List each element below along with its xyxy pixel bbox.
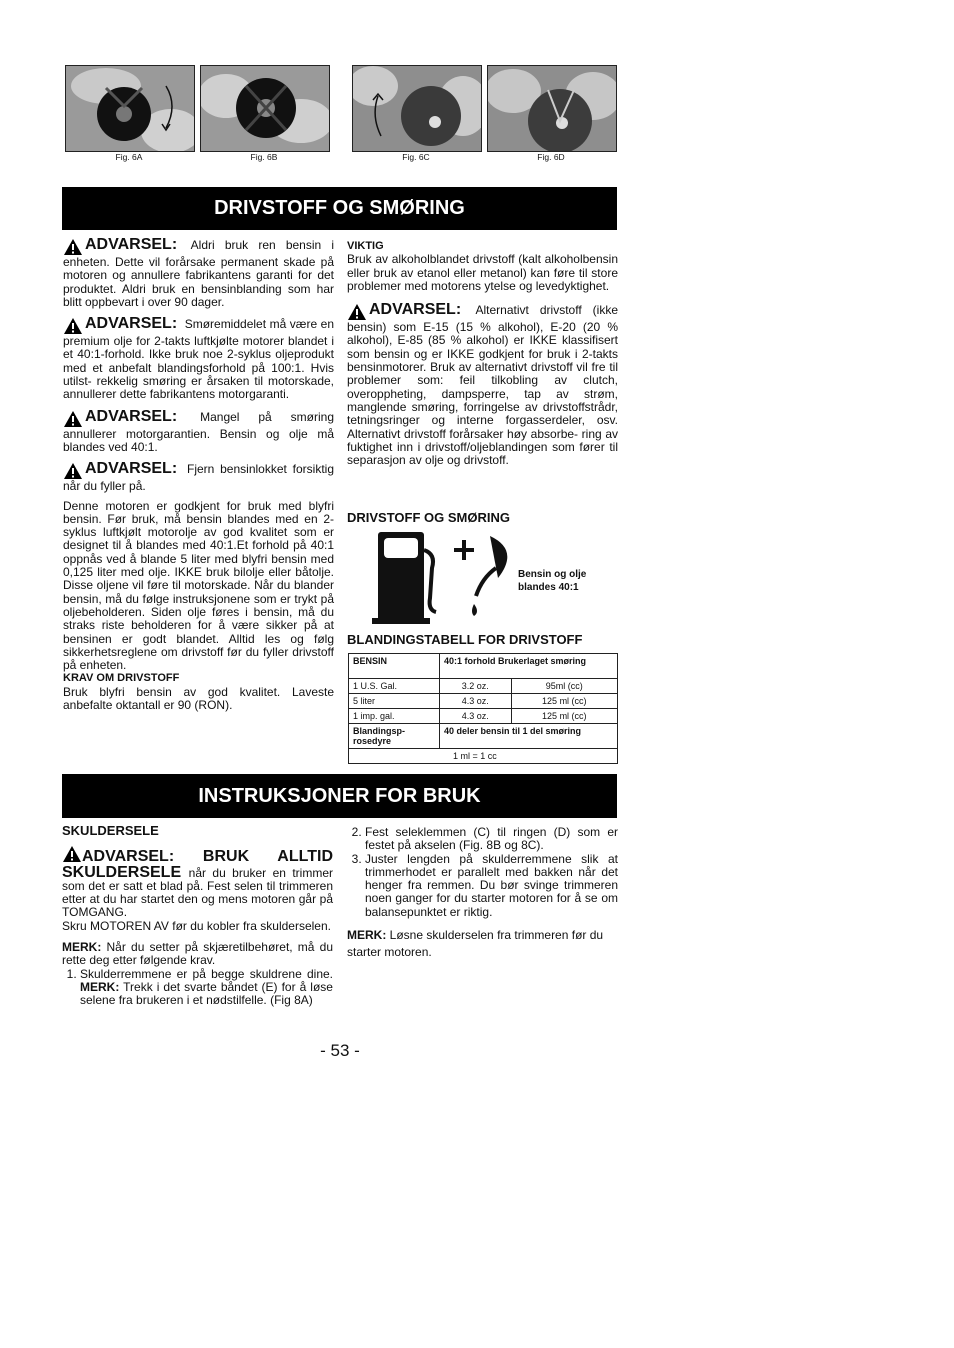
table-cell: 4.3 oz.: [440, 709, 512, 724]
harness-warning-title: ADVARSEL: BRUK ALLTID SKULDERSELE: [62, 848, 333, 880]
fuel-mix-diagram: [370, 528, 520, 624]
section-title-instruksjoner: INSTRUKSJONER FOR BRUK: [62, 774, 617, 818]
warning-alt-fuel: ADVARSEL: Alternativt drivstoff (ikke bensin) som E-15 (15 % alkohol), E-20 (20 % alkohol), E-85 (85 % alkohol) er IKKE klassifisert som bensin og er IKKE godkjent for bruk i 2-takts bensinmotorer. Bruk av alternativt drivstoff vil fre til problemer som: feil tilkobling av clutch, overoppheting, dampsperre, tap av strøm, manglende smøring, forringelse av drivstoffstrådr, tetningsringer og interne forgasserdeler, osv. Alternativt drivstoff forårsaker høy absorbe- ring av fuktighet inn i drivstoff/oljeblandingen som fører til separasjon av olje og drivstoff.: [347, 301, 618, 468]
table-row: [349, 749, 618, 764]
warning-icon: [63, 317, 83, 335]
figure-6d: [487, 65, 617, 152]
table-cell: 1 imp. gal.: [349, 709, 440, 724]
table-row: [349, 709, 618, 724]
page-number: - 53 -: [320, 1041, 360, 1060]
instructions-left-column: [62, 824, 333, 1008]
diagram-label: Bensin og olje blandes 40:1: [518, 569, 587, 593]
table-cell: 125 ml (cc): [511, 709, 617, 724]
skuldersele-heading: SKULDERSELE: [62, 823, 159, 838]
steps-list-1: [62, 968, 333, 1008]
table-cell: 3.2 oz.: [440, 679, 512, 694]
left-column: [63, 238, 334, 712]
table-header-cell: 40:1 forhold Brukerlaget smøring: [440, 654, 618, 679]
krav-text: Bruk blyfri bensin av god kvalitet. Laveste anbefalte oktantall er 90 (RON).: [63, 684, 334, 713]
warning-label: ADVARSEL:: [63, 462, 177, 480]
table-cell: 5 liter: [349, 694, 440, 709]
table-row: [349, 724, 618, 749]
warning-icon: [63, 410, 83, 428]
table-footnote: 1 ml = 1 cc: [349, 749, 618, 764]
figure-6b: [200, 65, 330, 152]
table-cell: 40 deler bensin til 1 del smøring: [440, 724, 618, 749]
table-heading: BLANDINGSTABELL FOR DRIVSTOFF: [347, 632, 583, 647]
warning-icon: [347, 303, 367, 321]
viktig-heading: VIKTIG: [347, 240, 384, 252]
figure-caption: Fig. 6A: [115, 152, 143, 162]
warning-icon: [62, 845, 82, 863]
table-cell: 4.3 oz.: [440, 694, 512, 709]
viktig-text: Bruk av alkoholblandet drivstoff (kalt alkoholbensin eller bruk av etanol eller metanol) kan føre til store problemer med motorens ytelse og levedyktighet.: [347, 252, 618, 293]
table-header-cell: BENSIN: [349, 654, 440, 679]
table-row: [349, 694, 618, 709]
warning-2: ADVARSEL: Smøremiddelet må være en premium olje for 2-takts luftkjølte motorer blandet i et 40:1-forhold. Ikke bruk noe 2-syklus oljeprodukt med et anbefalt blandingsforhold på 100:1. Hvis utilst- rekkelig smøring er årsaken til motorskade, annullerer dette fabrikantens motorgaranti.: [63, 315, 334, 402]
step-3: 3. Juster lengden på skulderremmene slik at trimmerhodet er parallelt med bakken når det henger fra remmen. Du bør svinge trimmeren noen ganger for du starter motoren for å se om balansepunktet er riktig.: [365, 853, 618, 919]
figure-6c: [352, 65, 482, 152]
merk-note-1: MERK: Når du setter på skjæretilbehøret, må du rette deg etter følgende krav.: [62, 940, 333, 968]
steps-list-2: [347, 826, 618, 919]
merk-note-2: MERK: Løsne skulderselen fra trimmeren før du starter motoren.: [347, 928, 604, 960]
figure-6a: [65, 65, 195, 152]
table-cell: 125 ml (cc): [511, 694, 617, 709]
diagram-heading: DRIVSTOFF OG SMØRING: [347, 510, 510, 525]
mixing-table: [348, 653, 618, 764]
krav-heading: KRAV OM DRIVSTOFF: [63, 672, 180, 685]
fuel-body-text: Denne motoren er godkjent for bruk med blyfri bensin. Før bruk, må bensin blandes med en 2-syklus luftkjølt motorolje av god kvalitet som er designet til å blandes med 40:1.Et forhold på 40:1 oppnås ved å blande 5 liter med blyfri bensin med 0,125 liter med olje. IKKE bruk bilolje eller båtolje. Disse oljene vil føre til motorskade. Når du blander bensin, må du følge instruksjonene som er trykt på oljebeholderen. Siden olje føres i bensin, må du straks riste beholderen for å være sikker på at bensinen er godt blandet. Alltid les og følg sikkerhetsreglene om drivstoff før du fyller drivstoff på enheten.: [63, 498, 334, 673]
section-title-drivstoff: DRIVSTOFF OG SMØRING: [62, 187, 617, 230]
warning-1: ADVARSEL: Aldri bruk ren bensin i enheten. Dette vil forårsake permanent skade på motoren og annullere fabrikantens garanti for det produktet. Aldri bruk en bensinblanding som har blitt oppbevart i over 90 dager.: [63, 236, 335, 309]
warning-label: ADVARSEL:: [63, 410, 177, 428]
warning-label: ADVARSEL:: [347, 303, 461, 321]
step-2: 2. Fest seleklemmen (C) til ringen (D) som er festet på akselen (Fig. 8B og 8C).: [365, 826, 618, 853]
instructions-right-column: [347, 826, 618, 961]
table-cell: 1 U.S. Gal.: [349, 679, 440, 694]
figure-caption: Fig. 6C: [402, 152, 430, 162]
right-column: [347, 240, 618, 467]
warning-icon: [63, 238, 83, 256]
warning-4: ADVARSEL: Fjern bensinlokket forsiktig når du fyller på.: [63, 460, 335, 494]
figure-caption: Fig. 6D: [537, 152, 565, 162]
figure-caption: Fig. 6B: [250, 152, 278, 162]
warning-label: ADVARSEL:: [63, 317, 177, 335]
skru-text: Skru MOTOREN AV før du kobler fra skulderselen.: [62, 918, 331, 933]
table-header-row: [349, 654, 618, 679]
warning-3: ADVARSEL: Mangel på smøring annullerer motorgarantien. Bensin og olje må blandes ved 40:1.: [63, 407, 334, 454]
step-1: 1. Skulderremmene er på begge skuldrene dine. MERK: Trekk i det svarte båndet (E) for å løse selene fra brukeren i et nødstilfelle. (Fig 8A): [80, 968, 333, 1008]
harness-warning: ADVARSEL: BRUK ALLTID SKULDERSELE når du bruker en trimmer som det er satt et blad på. Fest selen til trimmeren etter at du har startet den og mens motoren går på TOMGANG.: [62, 845, 333, 919]
table-row: [349, 679, 618, 694]
warning-label: ADVARSEL:: [63, 238, 177, 256]
warning-icon: [63, 462, 83, 480]
table-cell: Blandingsp- rosedyre: [349, 724, 440, 749]
table-cell: 95ml (cc): [511, 679, 617, 694]
